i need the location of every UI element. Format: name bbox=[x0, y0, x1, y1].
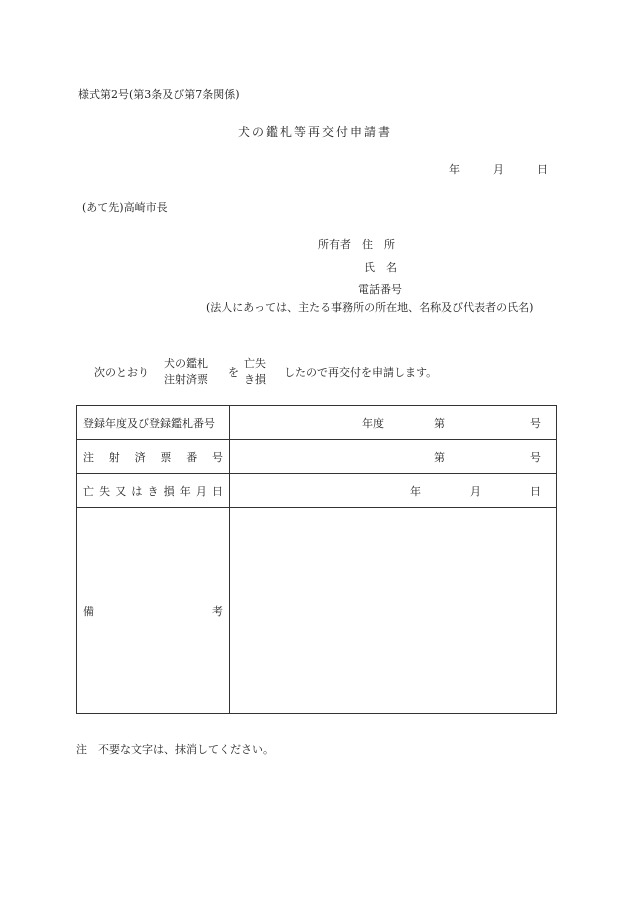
remarks-label bbox=[77, 508, 230, 714]
reason-choices bbox=[244, 356, 266, 388]
table-row bbox=[77, 440, 557, 474]
label-char: 考 bbox=[212, 604, 223, 618]
unit-month: 月 bbox=[470, 484, 481, 498]
application-table bbox=[76, 405, 557, 714]
label-char: 又 bbox=[115, 484, 127, 498]
label-char: 日 bbox=[212, 484, 223, 498]
label-char: 済 bbox=[134, 450, 146, 464]
unit-go: 号 bbox=[530, 450, 541, 464]
owner-phone-label: 電話番号 bbox=[358, 283, 402, 296]
unit-dai: 第 bbox=[434, 450, 445, 464]
addressee: (あて先)高崎市長 bbox=[82, 201, 168, 214]
corporate-note: (法人にあっては、主たる事務所の所在地、名称及び代表者の氏名) bbox=[206, 301, 534, 314]
loss-date-field[interactable] bbox=[230, 474, 557, 508]
registration-field[interactable] bbox=[230, 406, 557, 440]
application-particle: を bbox=[228, 366, 239, 379]
label-char: 番 bbox=[186, 450, 198, 464]
label-char: 備 bbox=[83, 604, 94, 618]
owner-address-label: 所有者 住 所 bbox=[318, 238, 395, 251]
label-char: 亡 bbox=[83, 484, 94, 498]
remarks-field[interactable] bbox=[230, 508, 557, 714]
label-char: 月 bbox=[195, 484, 207, 498]
injection-number-field[interactable] bbox=[230, 440, 557, 474]
date-line bbox=[449, 161, 548, 177]
application-suffix: したので再交付を申請します。 bbox=[284, 366, 438, 379]
reason-damaged: き損 bbox=[244, 373, 266, 386]
unit-year: 年 bbox=[410, 484, 421, 498]
table-row bbox=[77, 406, 557, 440]
injection-number-label bbox=[77, 440, 230, 474]
page-title: 犬の鑑札等再交付申請書 bbox=[237, 125, 392, 139]
unit-fiscal-year: 年度 bbox=[362, 416, 384, 430]
label-char: 票 bbox=[160, 450, 172, 464]
date-day: 日 bbox=[537, 163, 548, 176]
form-code: 様式第2号(第3条及び第7条関係) bbox=[78, 88, 240, 101]
reason-lost: 亡失 bbox=[244, 357, 266, 370]
date-year: 年 bbox=[449, 163, 460, 176]
unit-dai: 第 bbox=[434, 416, 445, 430]
unit-go: 号 bbox=[530, 416, 541, 430]
item-injection-tag: 注射済票 bbox=[164, 373, 208, 386]
registration-label: 登録年度及び登録鑑札番号 bbox=[77, 406, 230, 440]
label-char: 射 bbox=[108, 450, 120, 464]
unit-day: 日 bbox=[530, 484, 541, 498]
application-prefix: 次のとおり bbox=[94, 366, 149, 379]
table-row bbox=[77, 474, 557, 508]
label-char: 号 bbox=[211, 450, 223, 464]
label-char: き bbox=[147, 484, 159, 498]
table-row bbox=[77, 508, 557, 714]
label-char: 損 bbox=[163, 484, 175, 498]
date-month: 月 bbox=[493, 163, 504, 176]
label-char: 年 bbox=[179, 484, 191, 498]
label-char: 注 bbox=[83, 450, 94, 464]
item-dog-tag: 犬の鑑札 bbox=[164, 357, 208, 370]
label-char: 失 bbox=[99, 484, 111, 498]
footnote: 注 不要な文字は、抹消してください。 bbox=[76, 743, 274, 756]
item-choices bbox=[164, 356, 208, 388]
label-char: は bbox=[131, 484, 143, 498]
loss-date-label bbox=[77, 474, 230, 508]
owner-name-label: 氏 名 bbox=[364, 261, 397, 274]
